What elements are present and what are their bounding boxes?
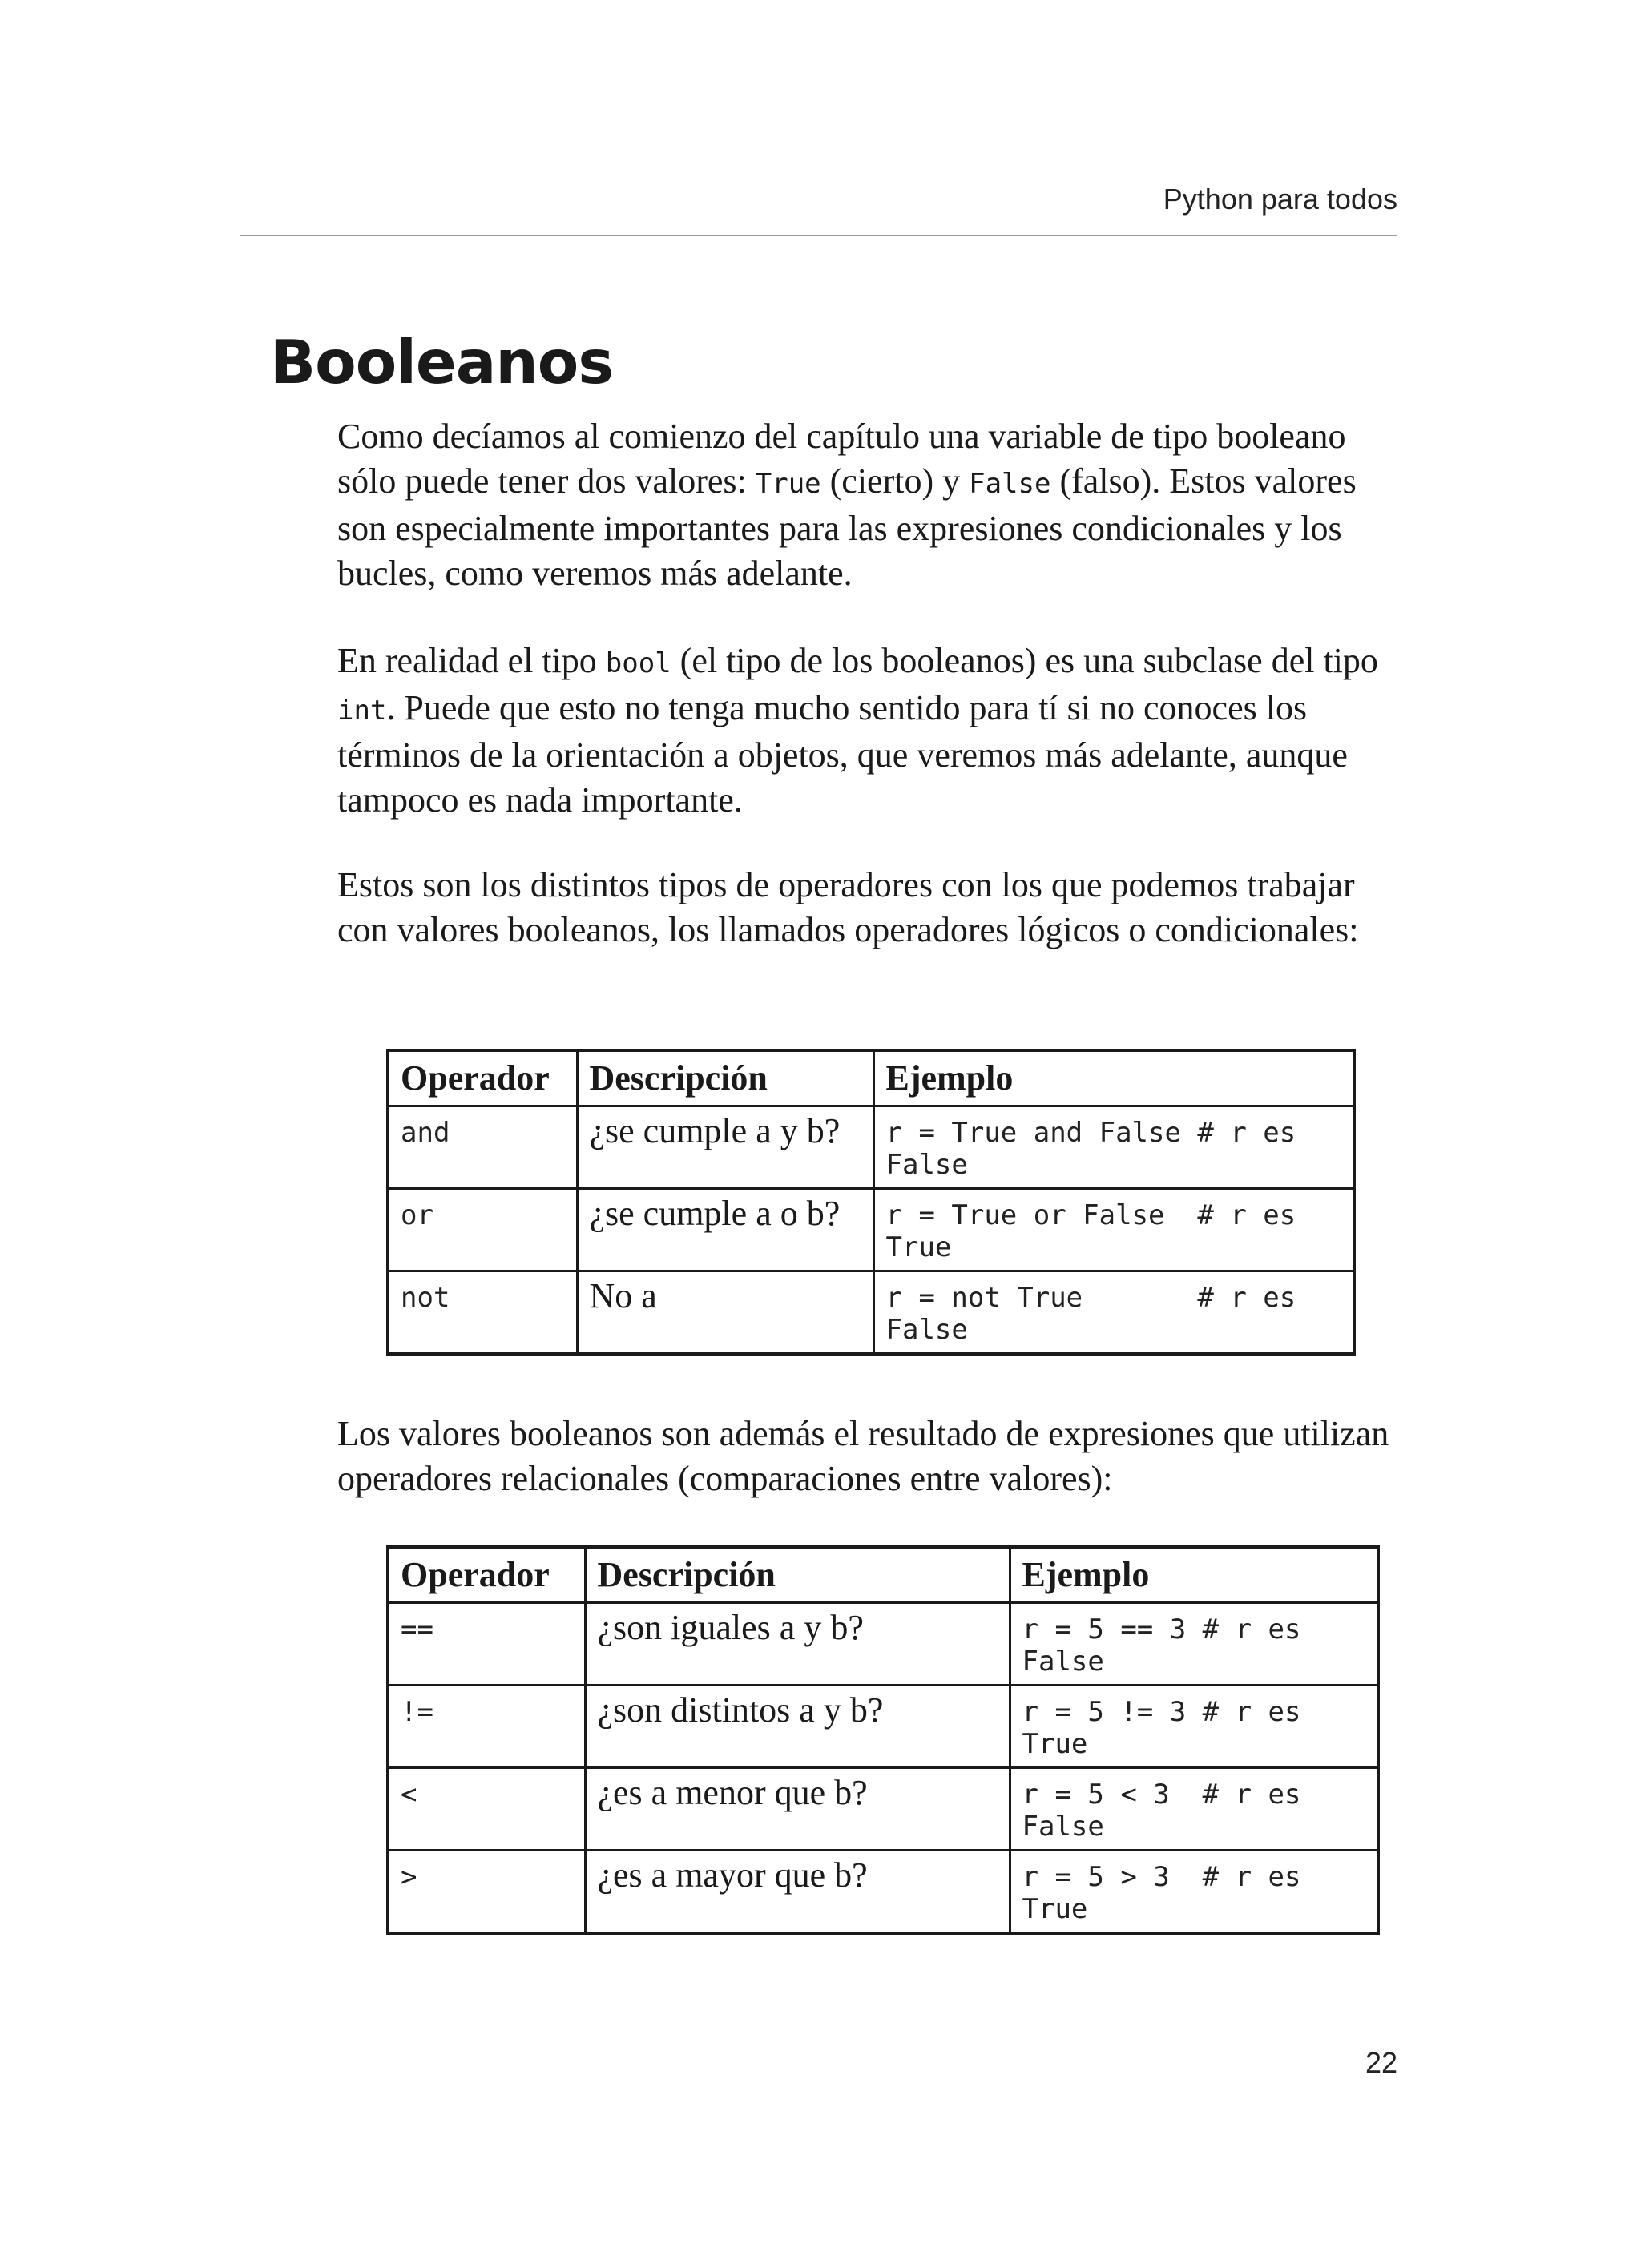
operator-cell: !=: [388, 1686, 585, 1768]
table-row: [388, 1603, 1378, 1686]
example-cell: r = True or False # r es True: [873, 1189, 1354, 1271]
example-cell: r = 5 < 3 # r es False: [1010, 1768, 1378, 1851]
description-cell: ¿se cumple a o b?: [577, 1189, 873, 1271]
paragraph-text: (el tipo de los booleanos) es una subclase del tipo: [671, 641, 1378, 680]
column-header: Descripción: [577, 1050, 873, 1106]
table-row: [388, 1686, 1378, 1768]
operator-cell: <: [388, 1768, 585, 1851]
table-row: [388, 1851, 1378, 1933]
table-row: [388, 1189, 1354, 1271]
header-rule: [240, 235, 1397, 236]
inline-code: True: [755, 468, 821, 500]
paragraph-text: (cierto) y: [820, 461, 970, 501]
example-cell: r = 5 != 3 # r es True: [1010, 1686, 1378, 1768]
paragraph-text: . Puede que esto no tenga mucho sentido para tí si no conoces los términos de la orientación a objetos, que veremos más adelante, aunque tampoco es nada importante.: [337, 688, 1348, 820]
description-cell: ¿se cumple a y b?: [577, 1106, 873, 1189]
column-header: Ejemplo: [1010, 1547, 1378, 1603]
relational-operators-table: [386, 1545, 1380, 1935]
paragraph-logical-operators: Estos son los distintos tipos de operadores con los que podemos trabajar con valores booleanos, los llamados operadores lógicos o condicionales:: [337, 865, 1359, 949]
running-header: Python para todos: [1163, 183, 1397, 216]
operator-cell: and: [388, 1106, 577, 1189]
example-cell: r = 5 > 3 # r es True: [1010, 1851, 1378, 1933]
description-cell: No a: [577, 1271, 873, 1354]
operator-cell: >: [388, 1851, 585, 1933]
inline-code: int: [337, 695, 387, 727]
column-header: Operador: [388, 1547, 585, 1603]
paragraph-intro: [337, 414, 1403, 596]
operator-cell: ==: [388, 1603, 585, 1686]
operator-cell: not: [388, 1271, 577, 1354]
column-header: Ejemplo: [873, 1050, 1354, 1106]
operator-cell: or: [388, 1189, 577, 1271]
inline-code: False: [969, 468, 1051, 500]
description-cell: ¿son distintos a y b?: [585, 1686, 1010, 1768]
example-cell: r = 5 == 3 # r es False: [1010, 1603, 1378, 1686]
table-row: [388, 1768, 1378, 1851]
paragraph-text: (falso). Estos valores son especialmente importantes para las expresiones condicionales y los bucles, como veremos más adelante.: [337, 461, 1357, 593]
paragraph-text: En realidad el tipo: [337, 641, 606, 680]
logical-operators-table: [386, 1049, 1356, 1356]
section-title: Booleanos: [270, 327, 613, 397]
column-header: Operador: [388, 1050, 577, 1106]
table-header-row: [388, 1050, 1354, 1106]
paragraph-text: Como decíamos al comienzo del capítulo una variable de tipo booleano sólo puede tener dos valores:: [337, 417, 1346, 501]
inline-code: bool: [605, 647, 671, 679]
description-cell: ¿es a mayor que b?: [585, 1851, 1010, 1933]
description-cell: ¿son iguales a y b?: [585, 1603, 1010, 1686]
paragraph-bool-subclass: [337, 639, 1403, 823]
example-cell: r = True and False # r es False: [873, 1106, 1354, 1189]
column-header: Descripción: [585, 1547, 1010, 1603]
table-header-row: [388, 1547, 1378, 1603]
table-row: [388, 1106, 1354, 1189]
example-cell: r = not True # r es False: [873, 1271, 1354, 1354]
page-number: 22: [1365, 2046, 1397, 2079]
table-row: [388, 1271, 1354, 1354]
paragraph-relational-operators: Los valores booleanos son además el resultado de expresiones que utilizan operadores relacionales (comparaciones entre valores):: [337, 1414, 1389, 1498]
description-cell: ¿es a menor que b?: [585, 1768, 1010, 1851]
